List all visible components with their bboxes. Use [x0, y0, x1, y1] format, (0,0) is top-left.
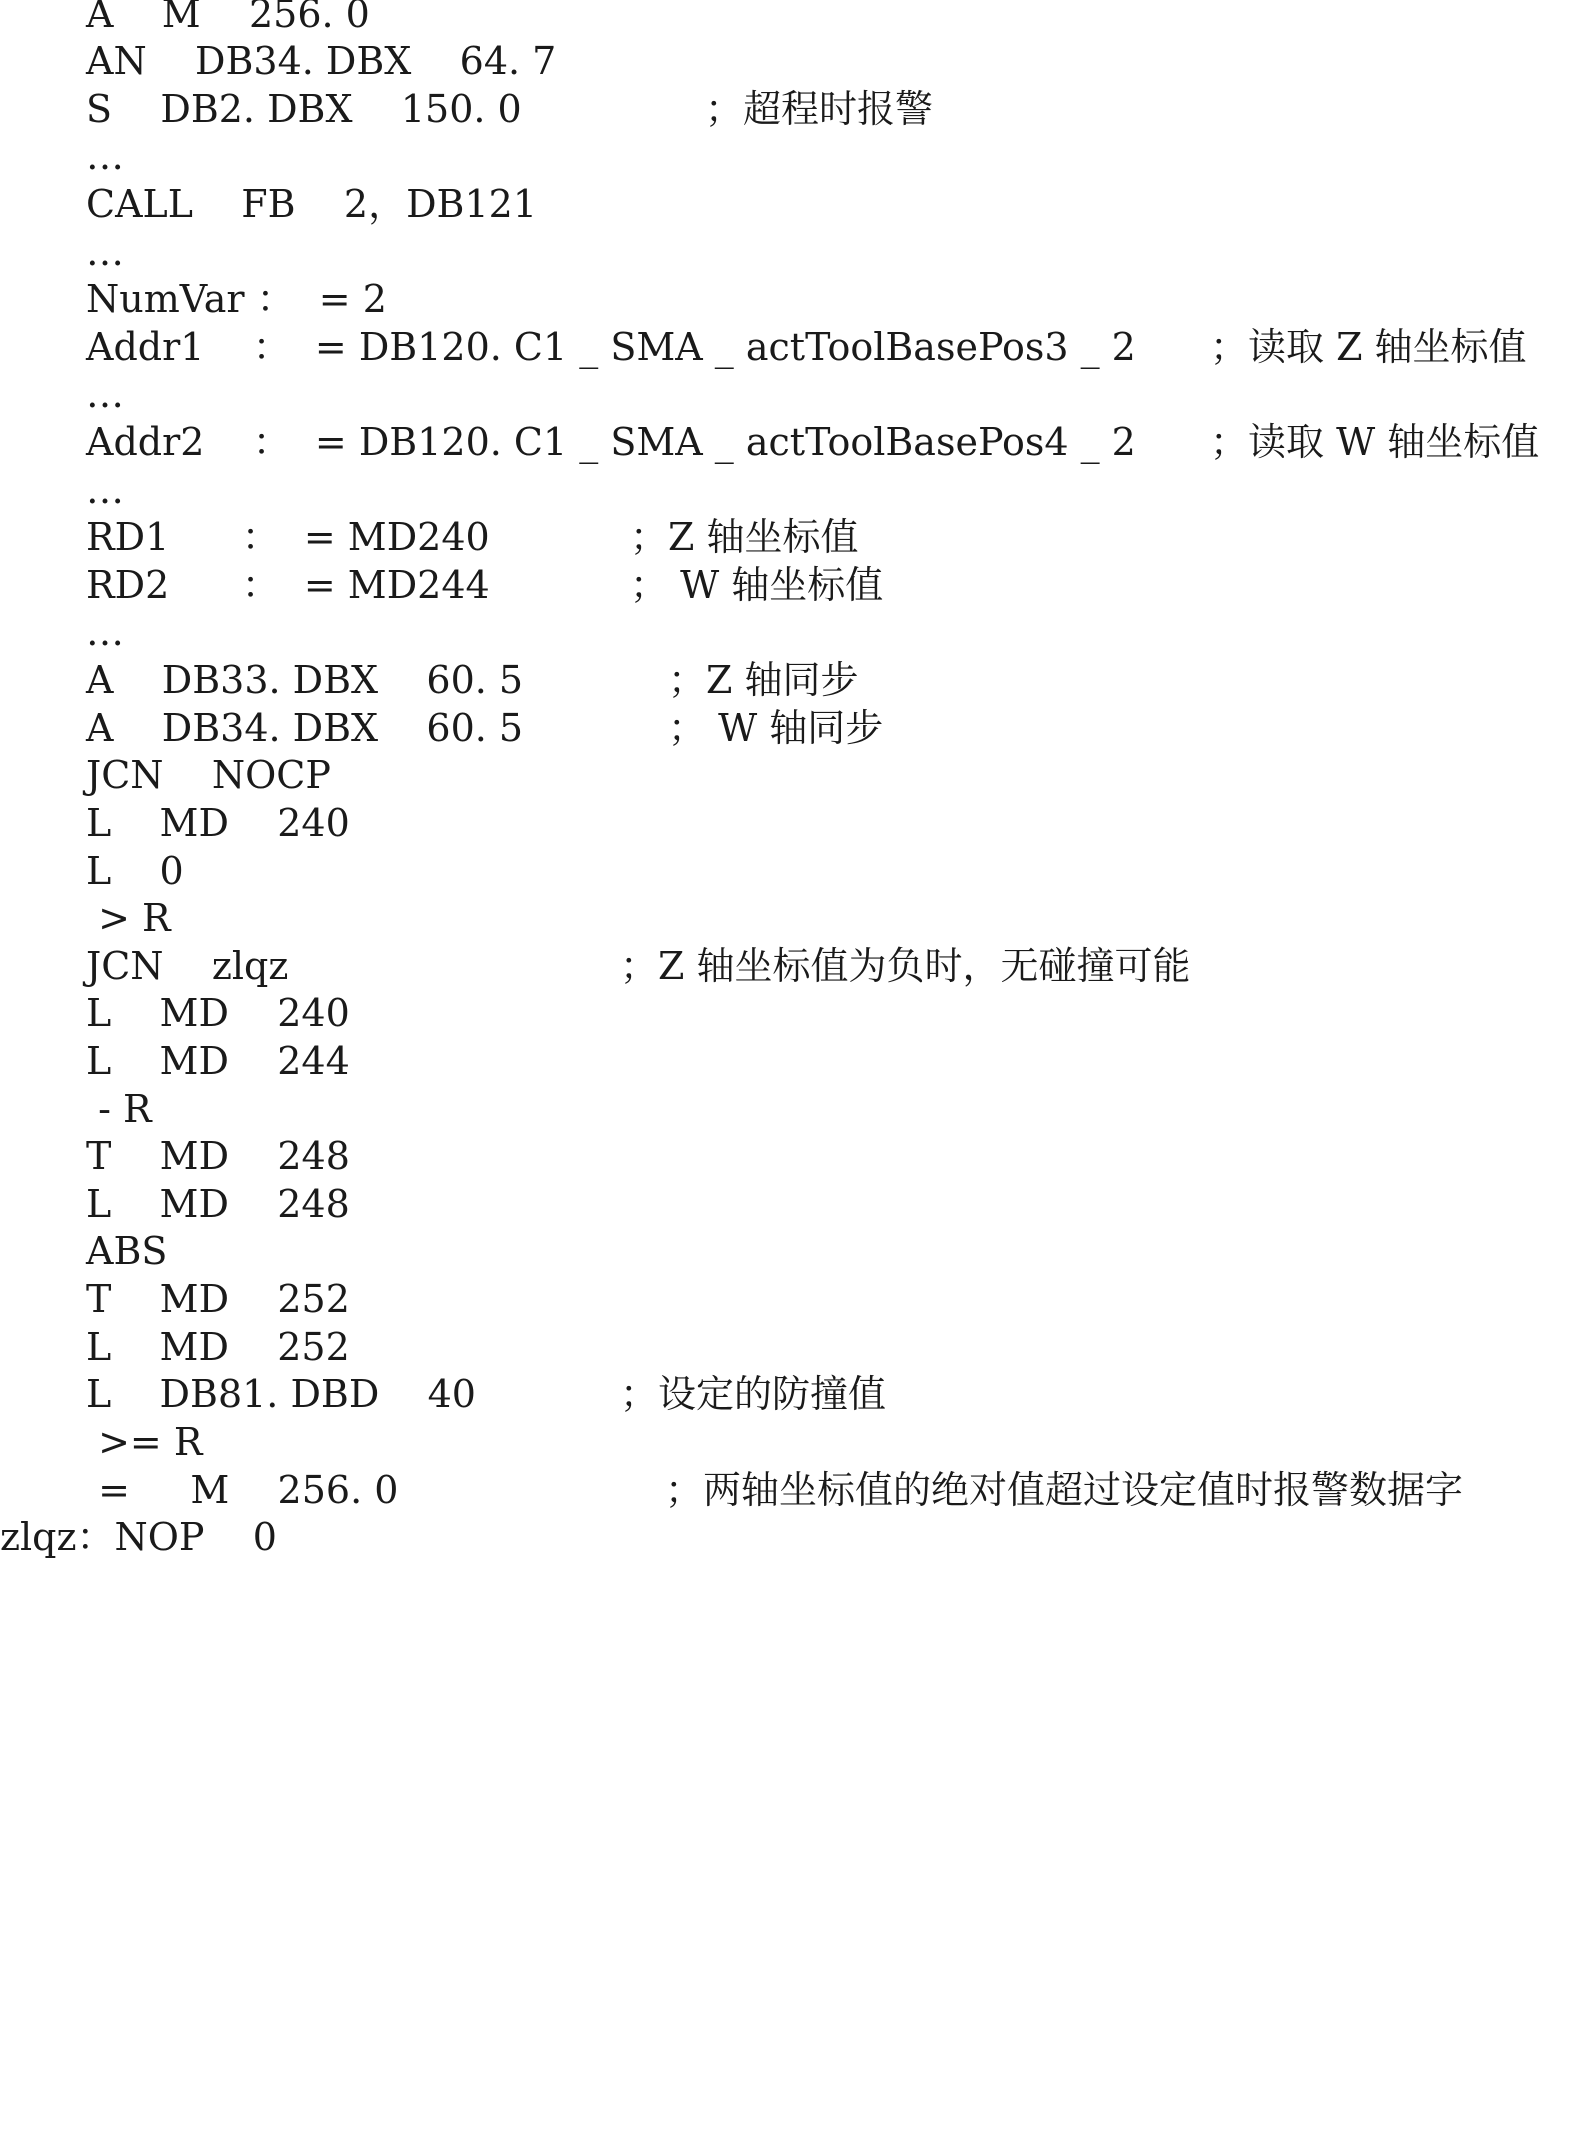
code-text: A DB33. DBX 60. 5 — [86, 658, 524, 702]
code-text: ABS — [86, 1229, 168, 1273]
code-comment: ；两轴坐标值的绝对值超过设定值时报警数据字 — [665, 1468, 1464, 1512]
code-text: RD2 ： = MD244 — [86, 563, 490, 607]
code-comment: ； W 轴同步 — [668, 706, 884, 750]
code-comment: ；Z 轴坐标值 — [630, 515, 859, 559]
code-text: T MD 252 — [86, 1277, 350, 1321]
code-text: A M 256. 0 — [86, 0, 370, 36]
code-text: Addr1 ： = DB120. C1 _ SMA _ actToolBasePos3 _ 2 — [86, 325, 1136, 369]
code-text: L MD 240 — [86, 801, 350, 845]
code-comment: ；超程时报警 — [705, 87, 934, 131]
code-text: AN DB34. DBX 64. 7 — [86, 39, 557, 83]
code-text: L 0 — [86, 849, 184, 893]
code-text: … — [86, 468, 124, 512]
code-text: A DB34. DBX 60. 5 — [86, 706, 524, 750]
code-comment: ；读取 Z 轴坐标值 — [1210, 325, 1527, 369]
code-text: … — [86, 372, 124, 416]
code-text: Addr2 ： = DB120. C1 _ SMA _ actToolBasePos4 _ 2 — [86, 420, 1136, 464]
code-text: JCN NOCP — [86, 753, 331, 797]
code-text: … — [86, 230, 124, 274]
code-text: RD1 ： = MD240 — [86, 515, 490, 559]
code-text: L MD 240 — [86, 991, 350, 1035]
code-text: CALL FB 2，DB121 — [86, 182, 538, 226]
code-text: zlqz：NOP 0 — [0, 1515, 277, 1559]
code-text: … — [86, 134, 124, 178]
code-comment: ；Z 轴同步 — [668, 658, 859, 702]
code-text: L DB81. DBD 40 — [86, 1372, 476, 1416]
code-text: L MD 252 — [86, 1325, 350, 1369]
code-text: NumVar ： = 2 — [86, 277, 387, 321]
code-comment: ；设定的防撞值 — [620, 1372, 887, 1416]
code-text: JCN zlqz — [86, 944, 289, 988]
code-text: >= R — [86, 1420, 203, 1464]
code-text: … — [86, 610, 124, 654]
code-comment: ； W 轴坐标值 — [630, 563, 884, 607]
code-text: = M 256. 0 — [86, 1468, 399, 1512]
code-text: - R — [86, 1087, 152, 1131]
code-comment: ；读取 W 轴坐标值 — [1210, 420, 1540, 464]
code-text: S DB2. DBX 150. 0 — [86, 87, 522, 131]
code-text: T MD 248 — [86, 1134, 350, 1178]
code-text: > R — [86, 896, 171, 940]
code-text: L MD 248 — [86, 1182, 350, 1226]
code-text: L MD 244 — [86, 1039, 350, 1083]
code-comment: ；Z 轴坐标值为负时，无碰撞可能 — [620, 944, 1191, 988]
